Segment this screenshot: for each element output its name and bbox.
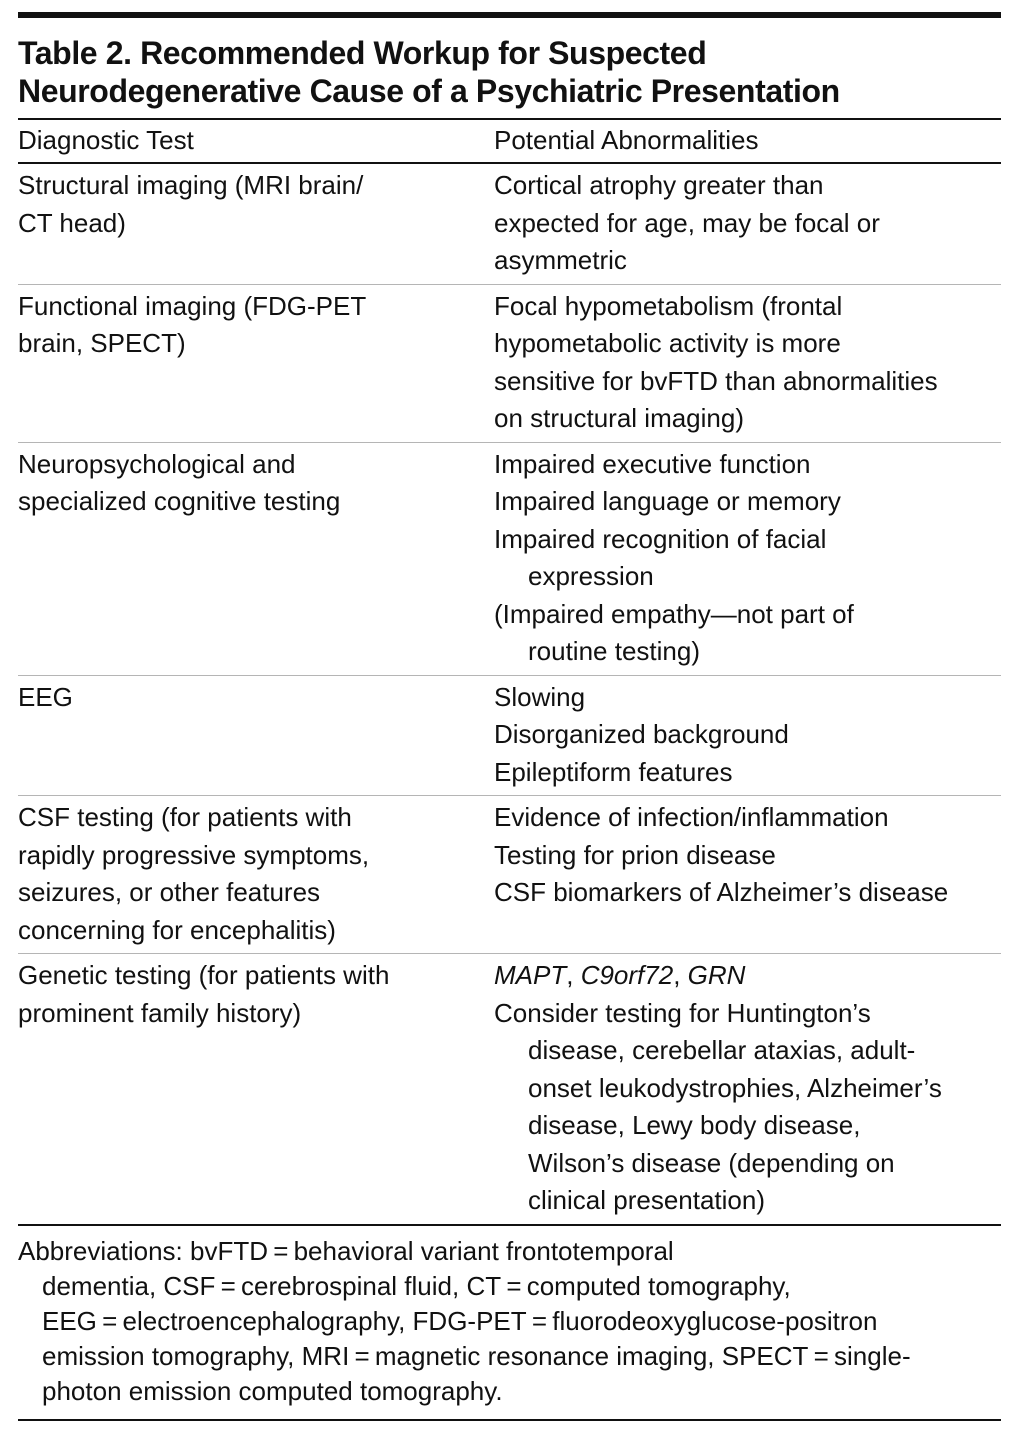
abnormalities-cell — [494, 954, 1001, 1225]
footnote-line: photon emission computed tomography. — [42, 1375, 503, 1406]
diagnostic-test-cell — [18, 675, 494, 796]
cell-line: Functional imaging (FDG-PET — [18, 290, 367, 321]
diagnostic-test-cell — [18, 442, 494, 675]
gene-name: MAPT — [494, 960, 567, 990]
footnote-line: dementia, CSF = cerebrospinal fluid, CT = computed tomography, — [42, 1270, 791, 1301]
cell-line: Epileptiform features — [494, 756, 733, 787]
cell-line: Impaired executive function — [494, 448, 811, 479]
cell-line: EEG — [18, 681, 73, 712]
header-diagnostic-test: Diagnostic Test — [18, 119, 494, 163]
cell-line: CT head) — [18, 207, 126, 238]
cell-line: Consider testing for Huntington’s — [494, 997, 871, 1028]
cell-line: Focal hypometabolism (frontal — [494, 290, 843, 321]
cell-line: CSF biomarkers of Alzheimer’s disease — [494, 877, 949, 907]
table-row — [18, 796, 1001, 954]
table-title — [18, 18, 1001, 118]
footnote-line: EEG = electroencephalography, FDG-PET = fluorodeoxyglucose-positron — [42, 1305, 878, 1336]
cell-line: hypometabolic activity is more — [494, 328, 841, 358]
table-title-line: Table 2. Recommended Workup for Suspected — [18, 35, 707, 71]
table-figure — [18, 12, 1001, 1421]
gene-separator: , — [673, 960, 688, 990]
cell-line-continued: disease, Lewy body disease, — [528, 1110, 861, 1140]
header-row — [18, 119, 1001, 163]
cell-line: sensitive for bvFTD than abnormalities — [494, 365, 938, 396]
cell-line-continued: clinical presentation) — [528, 1185, 766, 1215]
cell-line: Impaired language or memory — [494, 486, 841, 516]
header-potential-abnormalities: Potential Abnormalities — [494, 119, 1001, 163]
cell-line: asymmetric — [494, 245, 627, 275]
abnormalities-cell — [494, 796, 1001, 954]
cell-line: concerning for encephalitis) — [18, 914, 336, 945]
diagnostic-test-cell — [18, 163, 494, 284]
cell-line: Slowing — [494, 681, 586, 712]
cell-line-continued: expression — [528, 561, 654, 591]
workup-table — [18, 118, 1001, 1226]
cell-line: Evidence of infection/inflammation — [494, 802, 889, 832]
cell-line: seizures, or other features — [18, 877, 321, 907]
cell-line: Testing for prion disease — [494, 839, 776, 870]
footnote-line: Abbreviations: bvFTD = behavioral variant frontotemporal — [18, 1235, 674, 1266]
cell-line-continued: onset leukodystrophies, Alzheimer’s — [528, 1072, 942, 1103]
cell-line: Disorganized background — [494, 719, 789, 749]
diagnostic-test-cell — [18, 796, 494, 954]
footnote-line: emission tomography, MRI = magnetic resonance imaging, SPECT = single- — [42, 1340, 911, 1371]
abnormalities-cell — [494, 284, 1001, 442]
cell-line-continued: disease, cerebellar ataxias, adult- — [528, 1035, 916, 1065]
gene-name: GRN — [687, 960, 746, 990]
gene-separator: , — [566, 960, 581, 990]
gene-name: C9orf72 — [580, 960, 674, 990]
cell-line: Structural imaging (MRI brain/ — [18, 170, 364, 200]
table-row — [18, 442, 1001, 675]
table-row — [18, 163, 1001, 284]
cell-line: Genetic testing (for patients with — [18, 960, 390, 990]
cell-line: rapidly progressive symptoms, — [18, 839, 370, 870]
cell-line: Neuropsychological and — [18, 448, 296, 479]
diagnostic-test-cell — [18, 284, 494, 442]
cell-line: brain, SPECT) — [18, 328, 186, 358]
table-row — [18, 675, 1001, 796]
cell-line: Impaired recognition of facial — [494, 523, 827, 554]
cell-line: expected for age, may be focal or — [494, 207, 880, 238]
abbreviations-footnote — [18, 1226, 1001, 1421]
cell-line: Cortical atrophy greater than — [494, 170, 824, 200]
cell-line: on structural imaging) — [494, 403, 744, 433]
table-title-line: Neurodegenerative Cause of a Psychiatric Presentation — [18, 73, 840, 109]
abnormalities-cell — [494, 163, 1001, 284]
cell-line-continued: routine testing) — [528, 636, 700, 666]
cell-line: (Impaired empathy—not part of — [494, 598, 854, 629]
abnormalities-cell — [494, 675, 1001, 796]
diagnostic-test-cell — [18, 954, 494, 1225]
cell-line-continued: Wilson’s disease (depending on — [528, 1147, 895, 1178]
cell-line: specialized cognitive testing — [18, 486, 341, 516]
abnormalities-cell — [494, 442, 1001, 675]
cell-line: CSF testing (for patients with — [18, 802, 352, 832]
gene-list — [494, 957, 1001, 995]
cell-line: prominent family history) — [18, 997, 302, 1028]
table-row — [18, 284, 1001, 442]
table-row — [18, 954, 1001, 1225]
